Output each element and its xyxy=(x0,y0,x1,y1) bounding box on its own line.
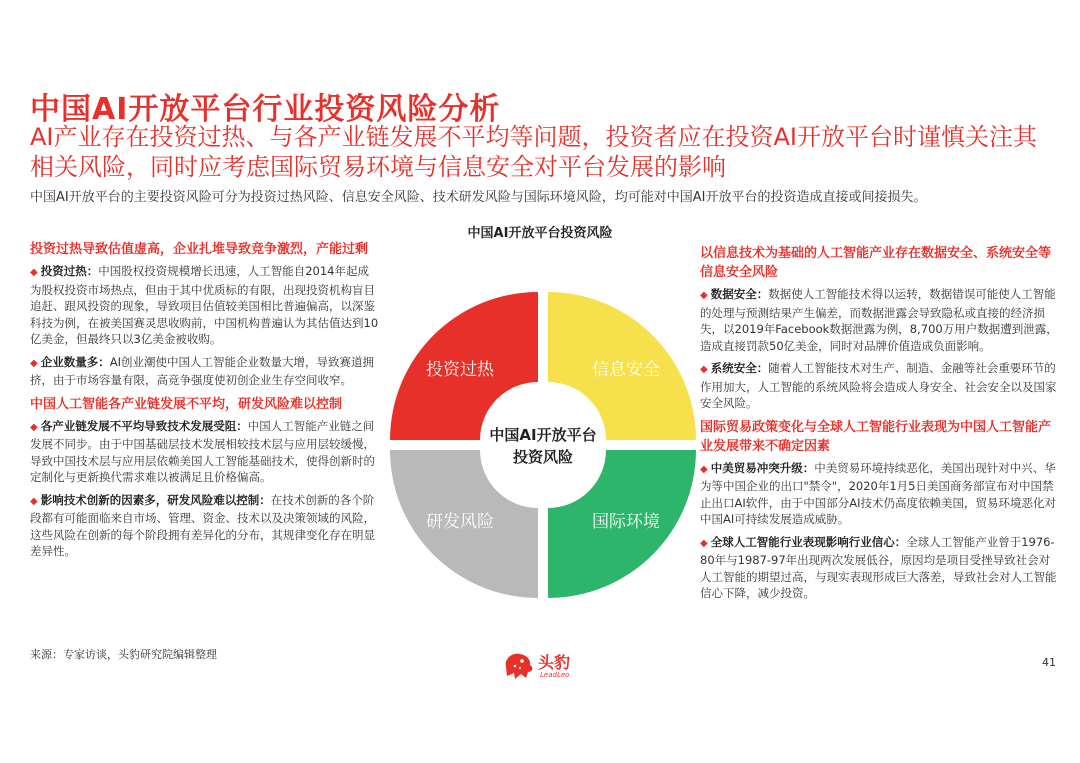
list-item xyxy=(700,460,1060,528)
right-section xyxy=(700,244,1060,412)
diamond-bullet-icon: ◆ xyxy=(700,364,708,375)
center-label-line2: 投资风险 xyxy=(512,448,574,466)
diamond-bullet-icon: ◆ xyxy=(700,290,708,301)
quadrant-label: 投资过热 xyxy=(426,360,494,380)
left-section xyxy=(30,240,380,389)
list-item xyxy=(30,354,380,389)
item-heading: 影响技术创新的因素多，研发风险难以控制： xyxy=(40,492,271,507)
quadrant-label: 国际环境 xyxy=(592,512,660,532)
left-section xyxy=(30,395,380,560)
item-heading: 系统安全： xyxy=(710,361,769,375)
item-text: 数据使人工智能技术得以运转，数据错误可能使人工智能的处理与预测结果产生偏差，而数据泄露会导致隐私或直接的经济损失，以2019年Facebook数据泄露为例，8,700万用户数据遭到泄露，造成直接罚款50亿美金，同时对品牌价值造成负面影响。 xyxy=(700,287,1058,353)
section-heading: 投资过热导致估值虚高，企业扎堆导致竞争激烈，产能过剩 xyxy=(30,242,369,257)
diagram-title: 中国AI开放平台投资风险 xyxy=(467,226,613,241)
center-label-line1: 中国AI开放平台 xyxy=(489,426,597,444)
item-heading: 企业数量多： xyxy=(40,354,110,369)
item-text: 中国股权投资规模增长迅速，人工智能自2014年起成为股权投资市场热点，但由于其中优质标的有限，出现投资机构盲目追赶、跟风投资的现象，导致项目估值较美国相比普遍偏高，以深鉴科技为例，在被美国赛灵思收购前，中国机构普遍认为其估值达到10亿美金，但最终只以3亿美金被收购。 xyxy=(30,264,379,346)
item-heading: 数据安全： xyxy=(710,287,769,301)
list-item xyxy=(30,418,380,486)
page-number: 41 xyxy=(1042,656,1056,669)
item-heading: 投资过热： xyxy=(40,264,99,278)
right-section xyxy=(700,418,1060,602)
item-heading: 各产业链发展不平均导致技术发展受阻： xyxy=(40,418,248,433)
item-text: 随着人工智能技术对生产、制造、金融等社会重要环节的作用加大，人工智能的系统风险将会造成人身安全、社会安全以及国家安全风险。 xyxy=(700,361,1057,410)
item-text: AI创业潮使中国人工智能企业数量大增，导致赛道拥挤，由于市场容量有限，高竞争强度使初创企业生存空间收窄。 xyxy=(30,354,374,387)
page-subtitle: AI产业存在投资过热、与各产业链发展不平均等问题，投资者应在投资AI开放平台时谨慎关注其相关风险，同时应考虑国际贸易环境与信息安全对平台发展的影响 xyxy=(30,123,1037,181)
section-heading: 国际贸易政策变化与全球人工智能行业表现为中国人工智能产业发展带来不确定因素 xyxy=(700,419,1052,454)
item-text: 全球人工智能产业曾于1976-80年与1987-97年出现两次发展低谷，原因均是项目受挫导致社会对人工智能的期望过高，与现实表现形成巨大落差，导致社会对人工智能信心下降，减少投资。 xyxy=(700,534,1057,600)
list-item xyxy=(30,492,380,560)
source-note: 来源：专家访谈，头豹研究院编辑整理 xyxy=(30,648,217,661)
list-item xyxy=(700,286,1060,354)
item-heading: 中美贸易冲突升级： xyxy=(710,460,815,475)
quadrant-label: 研发风险 xyxy=(426,512,494,532)
diamond-bullet-icon: ◆ xyxy=(30,357,38,369)
diamond-bullet-icon: ◆ xyxy=(30,495,38,507)
diamond-bullet-icon: ◆ xyxy=(30,421,38,433)
logo-subtext: LeadLeo xyxy=(540,671,570,679)
list-item xyxy=(700,360,1060,412)
list-item xyxy=(30,263,380,348)
diamond-bullet-icon: ◆ xyxy=(700,537,708,549)
item-text: 中国人工智能产业链之间发展不同步。由于中国基础层技术发展相较技术层与应用层较缓慢，导致中国技术层与应用层依赖美国人工智能基础技术，使得创新时的定制化与更新换代需求难以被满足且价格偏高。 xyxy=(30,418,375,484)
logo-text: 头豹 xyxy=(538,653,571,672)
diamond-bullet-icon: ◆ xyxy=(30,267,38,278)
section-heading: 以信息技术为基础的人工智能产业存在数据安全、系统安全等信息安全风险 xyxy=(700,246,1052,280)
diamond-bullet-icon: ◆ xyxy=(700,463,708,475)
item-heading: 全球人工智能行业表现影响行业信心： xyxy=(710,534,907,549)
risk-diagram xyxy=(388,290,698,600)
quadrant-label: 信息安全 xyxy=(592,360,660,380)
list-item xyxy=(700,534,1060,602)
section-heading: 中国人工智能各产业链发展不平均，研发风险难以控制 xyxy=(30,396,343,412)
left-column xyxy=(30,240,380,566)
item-text: 在技术创新的各个阶段都有可能面临来自市场、管理、资金、技术以及决策领域的风险，这些风险在创新的每个阶段拥有差异化的分布，其规律变化存在明显差异性。 xyxy=(30,492,375,558)
right-column xyxy=(700,244,1060,608)
leopard-logo-icon xyxy=(500,647,536,683)
item-text: 中美贸易环境持续恶化，美国出现针对中兴、华为等中国企业的出口"禁令"，2020年1月5日美国商务部宣布对中国禁止出口AI软件，由于中国部分AI技术仍高度依赖美国，贸易环境恶化对中国AI可持续发展造成威胁。 xyxy=(700,460,1057,526)
page-title: 中国AI开放平台行业投资风险分析 xyxy=(30,92,501,127)
intro-paragraph: 中国AI开放平台的主要投资风险可分为投资过热风险、信息安全风险、技术研发风险与国际环境风险，均可能对中国AI开放平台的投资造成直接或间接损失。 xyxy=(30,190,927,205)
brand-logo xyxy=(500,645,590,685)
